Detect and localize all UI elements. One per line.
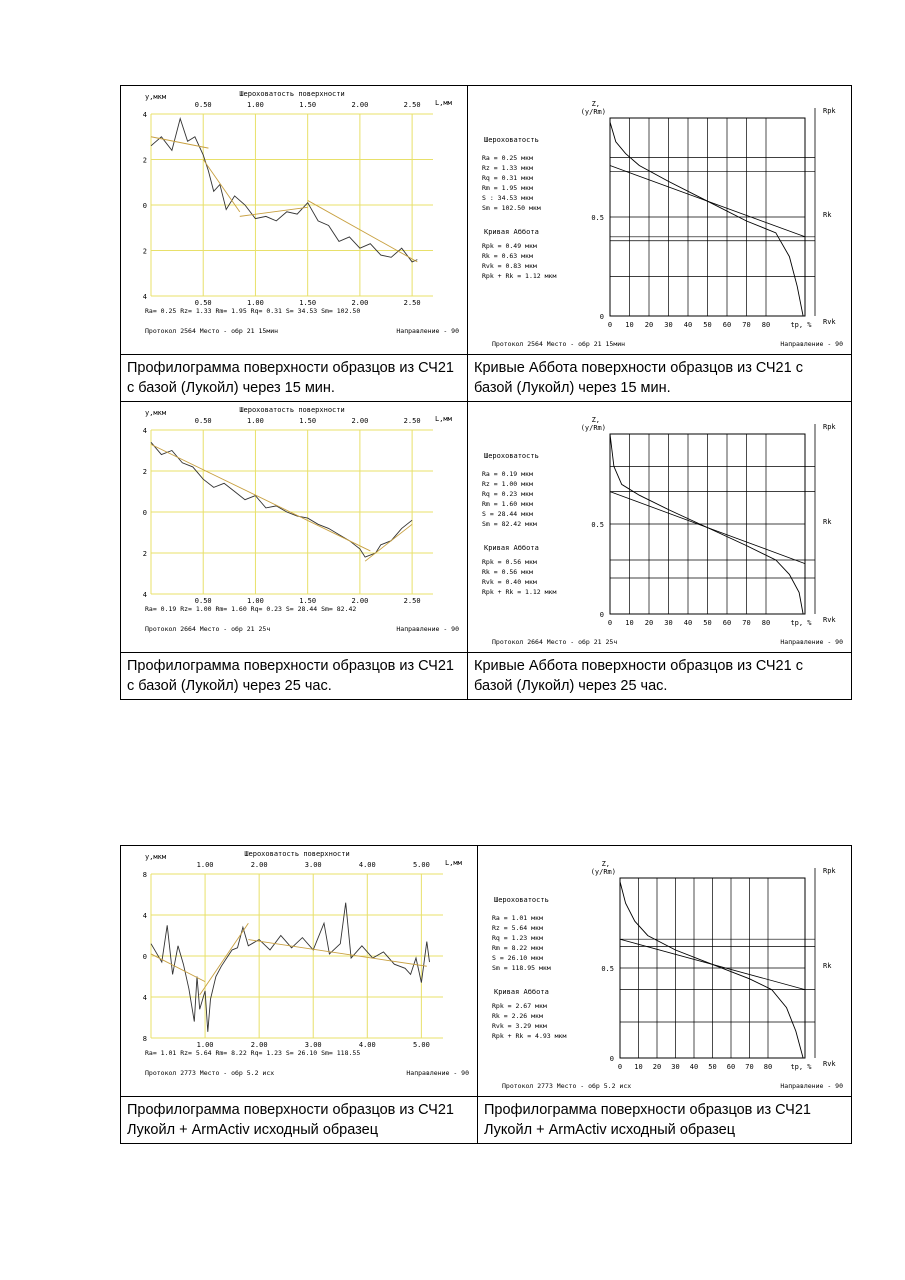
x-tick-top: 2.00 bbox=[351, 417, 369, 425]
roughness-param: Rz = 1.00 мкм bbox=[482, 480, 533, 488]
abbott-curve bbox=[610, 122, 803, 316]
x-tick-top: 2.00 bbox=[250, 861, 268, 869]
z-tick: 0.5 bbox=[591, 214, 604, 222]
x-axis-unit: L,мм bbox=[445, 859, 462, 867]
abbott-chart bbox=[468, 402, 851, 652]
roughness-param: Rq = 1.23 мкм bbox=[492, 934, 543, 942]
fit-line bbox=[308, 200, 418, 261]
rk-label: Rk bbox=[823, 211, 832, 219]
abbott-cell bbox=[468, 86, 852, 355]
roughness-title: Шероховатость bbox=[484, 136, 539, 144]
fit-line bbox=[200, 923, 249, 995]
footer-protocol: Протокол 2773 Место - обр 5.2 исх bbox=[145, 1069, 275, 1077]
abbott-param: Rpk + Rk = 1.12 мкм bbox=[482, 588, 557, 596]
fit-line bbox=[203, 160, 240, 212]
x-tick-bottom: 0.50 bbox=[194, 597, 212, 605]
x-tick: 20 bbox=[644, 619, 654, 627]
x-tick-top: 2.00 bbox=[351, 101, 369, 109]
x-tick-top: 3.00 bbox=[304, 861, 322, 869]
y-tick: 4 bbox=[142, 427, 147, 435]
roughness-title: Шероховатость bbox=[494, 896, 549, 904]
z-tick: 0 bbox=[599, 313, 604, 321]
x-tick: 70 bbox=[742, 321, 751, 329]
roughness-param: Sm = 102.50 мкм bbox=[482, 204, 541, 212]
caption-right: Профилограмма поверхности образцов из СЧ21 Лукойл + ArmActiv исходный образец bbox=[478, 1097, 852, 1144]
roughness-param: Rq = 0.31 мкм bbox=[482, 174, 533, 182]
roughness-param: Rm = 8.22 мкм bbox=[492, 944, 543, 952]
rk-label: Rk bbox=[823, 962, 832, 970]
footer-direction: Направление - 90 bbox=[396, 625, 459, 633]
roughness-param: Ra = 0.19 мкм bbox=[482, 470, 533, 478]
x-tick-bottom: 2.00 bbox=[250, 1041, 268, 1049]
abbott-param: Rk = 2.26 мкм bbox=[492, 1012, 543, 1020]
abbott-chart bbox=[468, 86, 851, 354]
fit-line bbox=[151, 444, 370, 551]
footer-protocol: Протокол 2564 Место - обр 21 15мин bbox=[492, 340, 626, 348]
roughness-param: Ra = 1.01 мкм bbox=[492, 914, 543, 922]
x-tick-top: 1.00 bbox=[247, 417, 264, 425]
profile-chart bbox=[121, 86, 467, 354]
x-tick-top: 1.50 bbox=[299, 417, 317, 425]
x-tick-bottom: 2.00 bbox=[351, 597, 369, 605]
x-tick: 0 bbox=[617, 1063, 623, 1071]
z-axis-label: Z, bbox=[601, 860, 610, 868]
footer-direction: Направление - 90 bbox=[406, 1069, 469, 1077]
profile-cell bbox=[121, 846, 478, 1097]
abbott-panel bbox=[468, 402, 851, 652]
abbott-param: Rpk + Rk = 4.93 мкм bbox=[492, 1032, 567, 1040]
y-tick: 4 bbox=[142, 591, 147, 599]
abbott-chart bbox=[478, 846, 851, 1096]
y-tick: 4 bbox=[142, 994, 147, 1002]
x-tick: 10 bbox=[625, 321, 634, 329]
x-tick: 40 bbox=[683, 321, 693, 329]
x-tick: 60 bbox=[726, 1063, 736, 1071]
roughness-param: Sm = 118.95 мкм bbox=[492, 964, 551, 972]
profile-cell bbox=[121, 402, 468, 653]
rvk-label: Rvk bbox=[823, 1060, 836, 1068]
fit-line bbox=[365, 524, 412, 561]
roughness-param: Ra = 0.25 мкм bbox=[482, 154, 533, 162]
footer-protocol: Протокол 2664 Место - обр 21 25ч bbox=[492, 638, 618, 646]
abbott-param: Rpk = 0.56 мкм bbox=[482, 558, 537, 566]
x-axis-unit: tp, % bbox=[790, 1063, 812, 1071]
abbott-param: Rk = 0.56 мкм bbox=[482, 568, 533, 576]
x-tick-bottom: 2.50 bbox=[403, 597, 421, 605]
caption-left: Профилограмма поверхности образцов из СЧ21 с базой (Лукойл) через 15 мин. bbox=[121, 355, 468, 402]
roughness-param: Rq = 0.23 мкм bbox=[482, 490, 533, 498]
profile-chart bbox=[121, 402, 467, 652]
profile-chart bbox=[121, 846, 477, 1096]
abbott-param: Rpk = 2.67 мкм bbox=[492, 1002, 547, 1010]
z-axis-label: Z, bbox=[591, 100, 600, 108]
x-axis-unit: tp, % bbox=[790, 619, 812, 627]
x-tick-top: 2.50 bbox=[403, 417, 421, 425]
x-tick-bottom: 1.00 bbox=[247, 299, 264, 307]
rpk-label: Rpk bbox=[823, 107, 836, 115]
z-tick: 0 bbox=[609, 1055, 614, 1063]
chart-title: Шероховатость поверхности bbox=[239, 406, 345, 414]
x-tick-bottom: 0.50 bbox=[194, 299, 212, 307]
footer-direction: Направление - 90 bbox=[780, 340, 843, 348]
profile-panel bbox=[121, 402, 467, 652]
y-tick: 4 bbox=[142, 912, 147, 920]
fit-line bbox=[248, 940, 426, 967]
z-axis-label: Z, bbox=[591, 416, 600, 424]
x-tick: 30 bbox=[664, 619, 673, 627]
params-line: Ra= 0.25 Rz= 1.33 Rm= 1.95 Rq= 0.31 S= 34.53 Sm= 102.50 bbox=[145, 307, 361, 315]
x-tick: 60 bbox=[722, 619, 732, 627]
rvk-label: Rvk bbox=[823, 318, 836, 326]
y-tick: 8 bbox=[142, 871, 147, 879]
profile-cell bbox=[121, 86, 468, 355]
profile-panel bbox=[121, 86, 467, 354]
x-tick: 80 bbox=[763, 1063, 773, 1071]
x-tick: 10 bbox=[634, 1063, 643, 1071]
x-tick: 80 bbox=[761, 619, 771, 627]
rpk-label: Rpk bbox=[823, 867, 836, 875]
x-tick-bottom: 1.00 bbox=[196, 1041, 214, 1049]
abbott-param: Rvk = 0.83 мкм bbox=[482, 262, 537, 270]
y-tick: 2 bbox=[142, 468, 147, 476]
params-line: Ra= 1.01 Rz= 5.64 Rm= 8.22 Rq= 1.23 S= 26.10 Sm= 118.55 bbox=[145, 1049, 361, 1057]
z-tick: 0.5 bbox=[591, 521, 604, 529]
x-tick: 60 bbox=[722, 321, 732, 329]
params-line: Ra= 0.19 Rz= 1.00 Rm= 1.60 Rq= 0.23 S= 28.44 Sm= 82.42 bbox=[145, 605, 357, 613]
x-tick-top: 2.50 bbox=[403, 101, 421, 109]
x-tick: 30 bbox=[671, 1063, 680, 1071]
x-tick-bottom: 1.00 bbox=[247, 597, 264, 605]
x-tick-top: 1.00 bbox=[196, 861, 214, 869]
x-tick: 10 bbox=[625, 619, 634, 627]
profile-trace bbox=[151, 442, 412, 557]
x-tick-bottom: 1.50 bbox=[299, 299, 317, 307]
y-tick: 4 bbox=[142, 111, 147, 119]
y-axis-label: y,мкм bbox=[145, 93, 167, 101]
caption-left: Профилограмма поверхности образцов из СЧ21 Лукойл + ArmActiv исходный образец bbox=[121, 1097, 478, 1144]
x-tick-bottom: 3.00 bbox=[304, 1041, 322, 1049]
y-axis-label: y,мкм bbox=[145, 853, 167, 861]
x-tick-bottom: 2.50 bbox=[403, 299, 421, 307]
rvk-label: Rvk bbox=[823, 616, 836, 624]
roughness-param: S = 26.10 мкм bbox=[492, 954, 543, 962]
abbott-cell bbox=[478, 846, 852, 1097]
footer-direction: Направление - 90 bbox=[396, 327, 459, 335]
abbott-param: Rvk = 3.29 мкм bbox=[492, 1022, 547, 1030]
caption-right: Кривые Аббота поверхности образцов из СЧ21 с базой (Лукойл) через 15 мин. bbox=[468, 355, 852, 402]
x-tick: 50 bbox=[703, 619, 712, 627]
x-axis-unit: L,мм bbox=[435, 99, 452, 107]
chart-title: Шероховатость поверхности bbox=[244, 850, 350, 858]
caption-right: Кривые Аббота поверхности образцов из СЧ21 с базой (Лукойл) через 25 час. bbox=[468, 653, 852, 700]
profile-panel bbox=[121, 846, 477, 1096]
y-tick: 2 bbox=[142, 247, 147, 256]
fit-line bbox=[151, 954, 205, 982]
abbott-param: Rvk = 0.40 мкм bbox=[482, 578, 537, 586]
x-tick: 40 bbox=[683, 619, 693, 627]
profile-trace bbox=[151, 119, 417, 262]
footer-direction: Направление - 90 bbox=[780, 1082, 843, 1090]
footer-protocol: Протокол 2564 Место - обр 21 15мин bbox=[145, 327, 279, 335]
figure-table-bottom bbox=[120, 845, 852, 1144]
abbott-param: Rk = 0.63 мкм bbox=[482, 252, 533, 260]
footer-protocol: Протокол 2773 Место - обр 5.2 исх bbox=[502, 1082, 632, 1090]
x-tick-top: 4.00 bbox=[358, 861, 376, 869]
y-tick: 0 bbox=[142, 509, 147, 517]
x-axis-unit: L,мм bbox=[435, 415, 452, 423]
caption-left: Профилограмма поверхности образцов из СЧ21 с базой (Лукойл) через 25 час. bbox=[121, 653, 468, 700]
abbott-title: Кривая Аббота bbox=[494, 988, 549, 996]
abbott-cell bbox=[468, 402, 852, 653]
abbott-curve bbox=[620, 882, 803, 1058]
x-tick: 30 bbox=[664, 321, 673, 329]
y-axis-label: y,мкм bbox=[145, 409, 167, 417]
y-tick: 0 bbox=[142, 953, 147, 961]
x-tick-bottom: 4.00 bbox=[358, 1041, 376, 1049]
z-tick: 0 bbox=[599, 611, 604, 619]
footer-direction: Направление - 90 bbox=[780, 638, 843, 646]
x-tick-bottom: 5.00 bbox=[412, 1041, 430, 1049]
x-tick-top: 0.50 bbox=[194, 101, 212, 109]
x-tick-top: 0.50 bbox=[194, 417, 212, 425]
z-axis-unit: (y/Rm) bbox=[580, 108, 606, 116]
x-tick: 80 bbox=[761, 321, 771, 329]
y-tick: 8 bbox=[142, 1035, 147, 1043]
x-tick-bottom: 1.50 bbox=[299, 597, 317, 605]
chart-title: Шероховатость поверхности bbox=[239, 90, 345, 98]
x-tick: 20 bbox=[652, 1063, 662, 1071]
roughness-param: Sm = 82.42 мкм bbox=[482, 520, 537, 528]
roughness-param: S : 34.53 мкм bbox=[482, 194, 533, 202]
fit-line bbox=[151, 137, 208, 148]
roughness-title: Шероховатость bbox=[484, 452, 539, 460]
x-tick: 70 bbox=[745, 1063, 754, 1071]
roughness-param: Rz = 1.33 мкм bbox=[482, 164, 533, 172]
roughness-param: Rm = 1.95 мкм bbox=[482, 184, 533, 192]
abbott-title: Кривая Аббота bbox=[484, 228, 539, 236]
y-tick: 4 bbox=[142, 293, 147, 301]
y-tick: 2 bbox=[142, 156, 147, 165]
x-axis-unit: tp, % bbox=[790, 321, 812, 329]
y-tick: 0 bbox=[142, 202, 147, 210]
profile-trace bbox=[151, 903, 430, 1032]
z-tick: 0.5 bbox=[601, 965, 614, 973]
x-tick: 50 bbox=[703, 321, 712, 329]
x-tick: 0 bbox=[607, 619, 613, 627]
rk-label: Rk bbox=[823, 518, 832, 526]
x-tick: 20 bbox=[644, 321, 654, 329]
abbott-param: Rpk + Rk = 1.12 мкм bbox=[482, 272, 557, 280]
z-axis-unit: (y/Rm) bbox=[590, 868, 616, 876]
x-tick: 0 bbox=[607, 321, 613, 329]
roughness-param: Rm = 1.60 мкм bbox=[482, 500, 533, 508]
abbott-panel bbox=[478, 846, 851, 1096]
abbott-param: Rpk = 0.49 мкм bbox=[482, 242, 537, 250]
roughness-param: S = 28.44 мкм bbox=[482, 510, 533, 518]
abbott-panel bbox=[468, 86, 851, 354]
y-tick: 2 bbox=[142, 550, 147, 558]
rpk-label: Rpk bbox=[823, 423, 836, 431]
footer-protocol: Протокол 2664 Место - обр 21 25ч bbox=[145, 625, 271, 633]
x-tick-top: 1.00 bbox=[247, 101, 264, 109]
x-tick-top: 1.50 bbox=[299, 101, 317, 109]
x-tick: 70 bbox=[742, 619, 751, 627]
x-tick: 50 bbox=[708, 1063, 717, 1071]
roughness-param: Rz = 5.64 мкм bbox=[492, 924, 543, 932]
x-tick: 40 bbox=[689, 1063, 699, 1071]
abbott-title: Кривая Аббота bbox=[484, 544, 539, 552]
z-axis-unit: (y/Rm) bbox=[580, 424, 606, 432]
figure-table-top bbox=[120, 85, 852, 700]
x-tick-top: 5.00 bbox=[412, 861, 430, 869]
x-tick-bottom: 2.00 bbox=[351, 299, 369, 307]
